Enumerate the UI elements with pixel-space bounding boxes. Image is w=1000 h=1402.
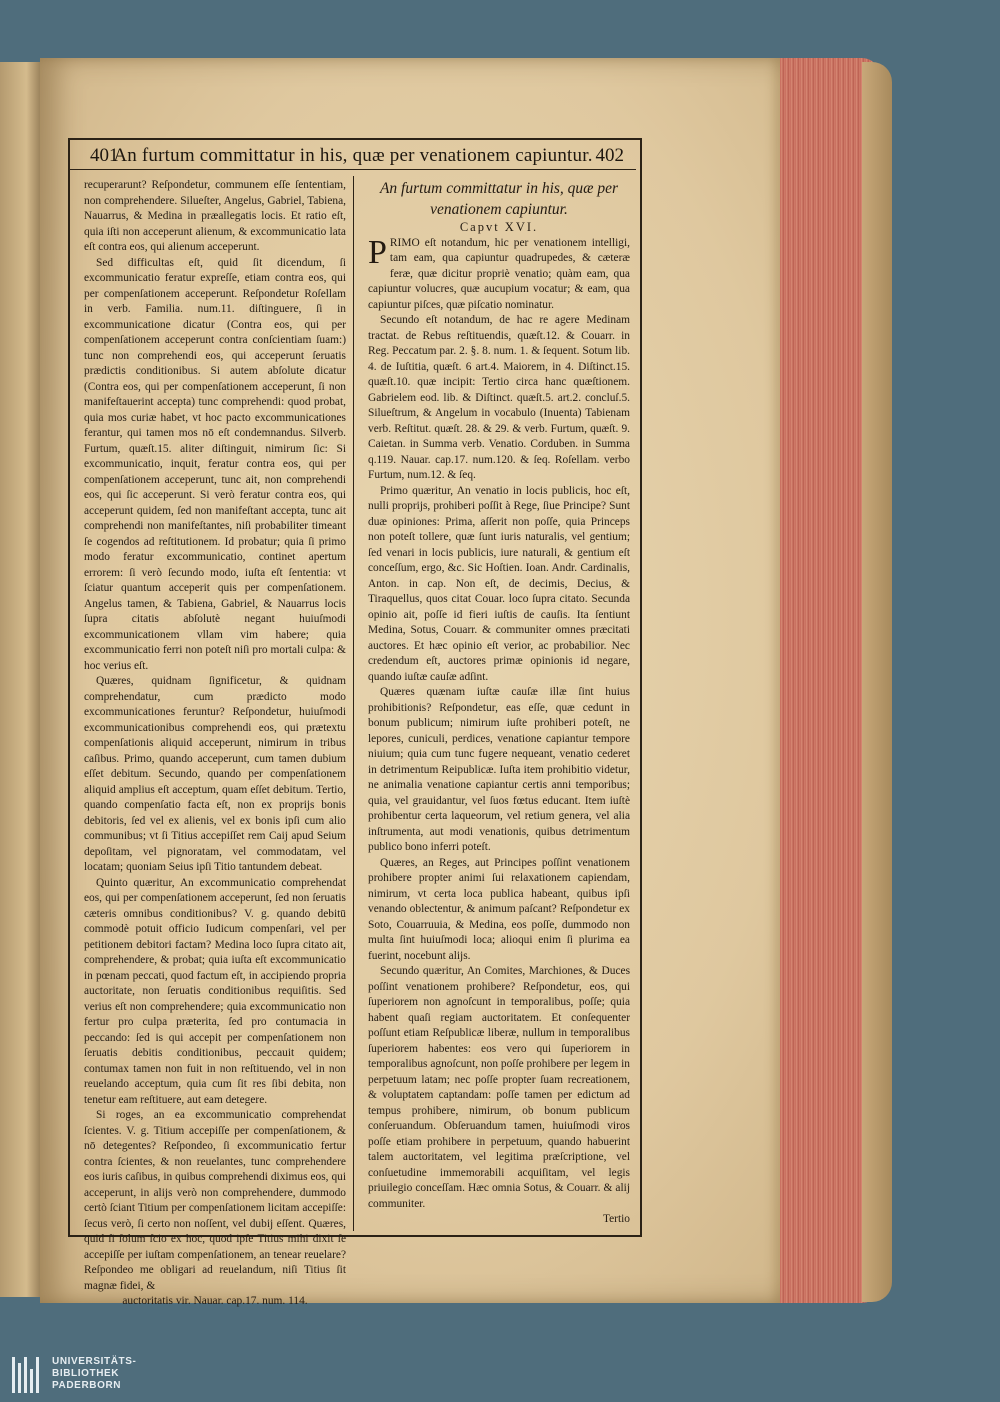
right-paragraph-4: Quæres quænam iuſtæ cauſæ illæ ſint huius prohibitionis? Reſpondetur, eas eſſe, quæ cedunt in bonum publicum; nimirum iuſte prohiberi poteſt, ne lepores, cuniculi, perdices, venatione capiantur tempore niuium; quia cum tunc fugere nequeant, venatio cederet in detrimentum Reipublicæ. Iuſta item prohibitio videtur, ne animalia venatione capiantur certis anni temporibus; quia, vel grauidantur, vel ſuos fœtus educant. Item iuſtè prohibentur certa laqueorum, vel retium genera, vel alia inſtrumenta, aut modi venationis, quibus detrimentum publico bono inferri poteſt. — [368, 686, 630, 853]
right-paragraph-1 — [368, 233, 630, 314]
left-column — [84, 178, 346, 1307]
chapter-title: An furtum committatur in his, quæ per venationem capiuntur. — [379, 180, 619, 218]
catchword: Tertio — [602, 1213, 630, 1225]
chapter-number: Capvt XVI. — [459, 220, 539, 234]
left-paragraph-3: Quæres, quidnam ſignificetur, & quidnam comprehendatur, cum prædicto modo excommunicationes feruntur? Reſpondetur, huiuſmodi excommunicationibus comprehendi eos, qui prætextu compenſationis aliquid acceperunt, nimirum in tribus caſibus. Primo, quando acceperunt, cum tamen dubium eſſet debitum. Secundo, quando per compenſationem aliquid amplius eſt acceptum, quam eſſet debitum. Tertio, quando compenſatio facta eſt, non ex proprijs bonis debitoris, ſed vel ex alienis, vel ex bonis ipſi cum alio communibus; vt ſi Titius accepiſſet rem Caij apud Seium depoſitam, vel pignoratam, vel commodatam, vel locatam; quoniam Seius ipſi Titio tantundem debeat. — [84, 675, 346, 873]
page-number-left: 401 — [90, 145, 119, 166]
library-logo-text — [52, 1356, 136, 1392]
left-paragraph-5: Si roges, an ea excommunicatio comprehendat ſcientes. V. g. Titium accepiſſe per compenſationem, & nō detegentes? Reſpondeo, ſi excommunicatio fertur contra ſcientes, & non reuelantes, tunc comprehendere eos iuris caſibus, in quibus comprehendi diximus eos, qui acceperunt, in alijs verò non comprehendere, dummodo certò ſciant Titium per compenſationem licitam accepiſſe: ſecus verò, ſi certo non noſſent, vel dubij eſſent. Quæres, quid ſi ſolum ſcio ex hoc, quod ipſe Titius mihi dixit ſe accepiſſe per iuſtam compenſationem, an tenear reuelare? Reſpondeo me obligari ad reuelandum, niſi Titius ſit magnæ fidei, & — [84, 1109, 346, 1292]
drop-cap: P — [368, 233, 387, 271]
right-paragraph-5: Quæres, an Reges, aut Principes poſſint venationem prohibere propter animi ſui relaxationem capiendam, nimirum, vt certa loca publica habeant, quibus ipſi venando oblectentur, & animum paſcant? Reſpondetur ex Soto, Couarruuia, & Medina, eos poſſe, dummodo non multa ſint huiuſmodi loca; alioqui enim ſi plurima ea fuerint, nocebunt alijs. — [368, 856, 630, 962]
running-header — [70, 145, 636, 170]
left-paragraph-2: Sed difficultas eſt, quid ſit dicendum, ſi excommunicatio feratur expreſſe, etiam contra eos, qui per compenſationem acceperunt. Reſpondetur Roſellam in verb. Familia. num.11. diſtinguere, ſi in excommunicatione dicatur (Contra eos, qui per compenſationem acceperunt contra conſcientiam ſuam:) tunc non comprehendi eos, qui acceperunt ſeruatis prædictis conditionibus. Si autem abſolute dicatur (Contra eos, qui per compenſationem acceperunt, ſi non manifeſtauerint accepta) tunc comprehendi: quod probat, quia mos curiæ habet, vt hoc pacto excommunicationes ferantur, qui tamen mos nō eſt condemnandus. Silverb. Furtum, quæſt.15. aliter diſtinguit, nimirum ſic: Si excommunicatio, inquit, feratur contra eos, qui per compenſationem acceperunt, tunc ait, non comprehendi eos, qui ſic acceperunt. Si verò feratur contra eos, qui acceperunt quidem, ſed non manifeſtant accepta, tunc ait comprehendi non manifeſtantes, niſi probabiliter timeant ſe cogendos ad reſtitutionem. Id probatur; quia ſi primo modo feratur excommunicatio, continet apertum errorem: ſi verò ſecundo modo, iuſta eſt ſententia: vt ſciatur quantum acceperit quis per compenſationem. Angelus tamen, & Tabiena, Gabriel, & Nauarrus locis ſupra citatis abſolutè negant huiuſmodi excommunicationem vllam vim habere; quia excommunicatio ferri non poteſt niſi pro mortali culpa: & hoc verius eſt. — [84, 256, 346, 672]
library-logo-icon — [12, 1357, 44, 1393]
left-paragraph-4: Quinto quæritur, An excommunicatio comprehendat eos, qui per compenſationem acceperunt, ſed non ſeruatis cæteris omnibus conditionibus? V. g. quando debitū commodè potuit officio Iudicum compenſari, vel per petitionem debitori factam? Medina loco ſupra citato ait, comprehendere, & probat; quia iuſta eſt excommunicatio in pœnam peccati, quod factum eſt, in accipiendo propria auctoritate, non ſeruatis conditionibus requiſitis. Sed verius eſt non comprehendere; quia excommunicatio non fertur pro culpa præterita, ſed pro contumacia in peccando: ſed is qui accepit per compenſationem non ſeruatis debitis conditionibus, peccauit quidem; contumax tamen non fuit in non reſtituendo, vel in non reuelando acceptum, quia cum ſit res ſibi debita, non tenetur eam reſtituere, aut eam detegere. — [84, 876, 346, 1106]
left-ending: auctoritatis vir. Nauar. cap.17. num. 114. — [122, 1295, 308, 1307]
right-paragraph-3: Primo quæritur, An venatio in locis publicis, hoc eſt, nulli proprijs, prohiberi poſſit à Rege, ſiue Principe? Sunt duæ opiniones: Prima, aſſerit non poſſe, quia Princeps non poteſt tollere, quæ ſunt iuris naturalis, vel gentium; ſed venari in locis publicis, iure naturali, & gentium eſt conceſſum, ergo, &c. Sic Hoſtien. Ioan. Andr. Cardinalis, Anton. in cap. Non eſt, de decimis, Decius, & Tiraquellus, quos citat Couar. loco ſupra citato. Secunda opinio ait, poſſe id fieri iuſtis de cauſis. Ita ſentiunt Medina, Sotus, Couarr. & communiter omnes præcitati auctores. Et hæc opinio eſt verior, ac probabilior. Nec credendum eſt, auctores primæ opinionis id negare, quando iuſtæ cauſæ adſint. — [368, 484, 630, 683]
first-paragraph-text: RIMO eſt notandum, hic per venationem intelligi, tam eam, qua capiuntur quadrupedes, & cæteræ feræ, quæ dicitur propriè venatio; quàm eam, qua capiuntur volucres, quæ aucupium vocatur; & eam, qua capiuntur piſces, quæ piſcatio nominatur. — [368, 236, 630, 311]
right-column — [368, 178, 630, 1228]
running-title: An furtum committatur in his, quæ per venationem capiuntur. — [113, 145, 593, 166]
logo-line-3: PADERBORN — [52, 1380, 122, 1391]
left-page-edge — [0, 62, 44, 1297]
book-cover-edge — [862, 62, 892, 1302]
footer-bar — [0, 1352, 1000, 1402]
left-paragraph-1: recuperarunt? Reſpondetur, communem eſſe ſententiam, non comprehendere. Silueſter, Angelus, Gabriel, Tabiena, Nauarrus, & Medina in præallegatis locis. Et ratio eſt, quia iſti non acceperunt alienum, & excommunicatio lata eſt contra eos, qui alienum acceperunt. — [84, 179, 346, 253]
right-paragraph-2: Secundo eſt notandum, de hac re agere Medinam tractat. de Rebus reſtituendis, quæſt.12. & Couarr. in Reg. Peccatum par. 2. §. 8. num. 1. & ſequent. Sotum lib. 4. de Iuſtitia, quæſt. 6 art.4. Maiorem, in 4. Diſtinct.15. quæſt.10. quæ incipit: Tertio circa hanc quæſtionem. Gabrielem eod. lib. & Diſtinct. quæſt.5. art.2. concluſ.5. Silueſtrum, & Angelum in vocabulo (Inuenta) Tabienam verb. Reſtitut. quæſt. 28. & 29. & verb. Furtum, quæſt. 9. Caietan. in Summa verb. Venatio. Corduben. in Summa q.119. Nauar. cap.17. num.120. & ſeq. Roſellam. verbo Furtum, num.12. & ſeq. — [368, 314, 630, 481]
logo-line-1: UNIVERSITÄTS- — [52, 1356, 137, 1367]
logo-line-2: BIBLIOTHEK — [52, 1368, 120, 1379]
right-paragraph-6: Secundo quæritur, An Comites, Marchiones, & Duces poſſint venationem prohibere? Reſpondetur, eos, qui ſuperiorem non agnoſcunt in temporalibus, poſſe; quia habent quaſi regiam auctoritatem. Et conſequenter poſſunt etiam Reſpublicæ liberæ, nullum in temporalibus ſuperiorem habentes: eos vero qui ſuperiorem in temporalibus agnoſcunt, non poſſe prohibere per legem in perpetuum latam; nec poſſe propter ſuam recreationem, & voluptatem captandam: poſſe tamen per edictum ad tempus prohibere, nimirum, ob bonum publicum conſeruandum. Obſeruandum tamen, huiuſmodi viros poſſe etiam prohibere in perpetuum, quando habuerint talem auctoritatem, vel legitima præſcriptione, vel conſuetudine immemorabili acquiſitam, vel legis priuilegio conceſſam. Hæc omnia Sotus, & Couarr. & alij communiter. — [368, 965, 630, 1210]
column-divider — [353, 176, 354, 1231]
page-number-right: 402 — [595, 145, 624, 166]
